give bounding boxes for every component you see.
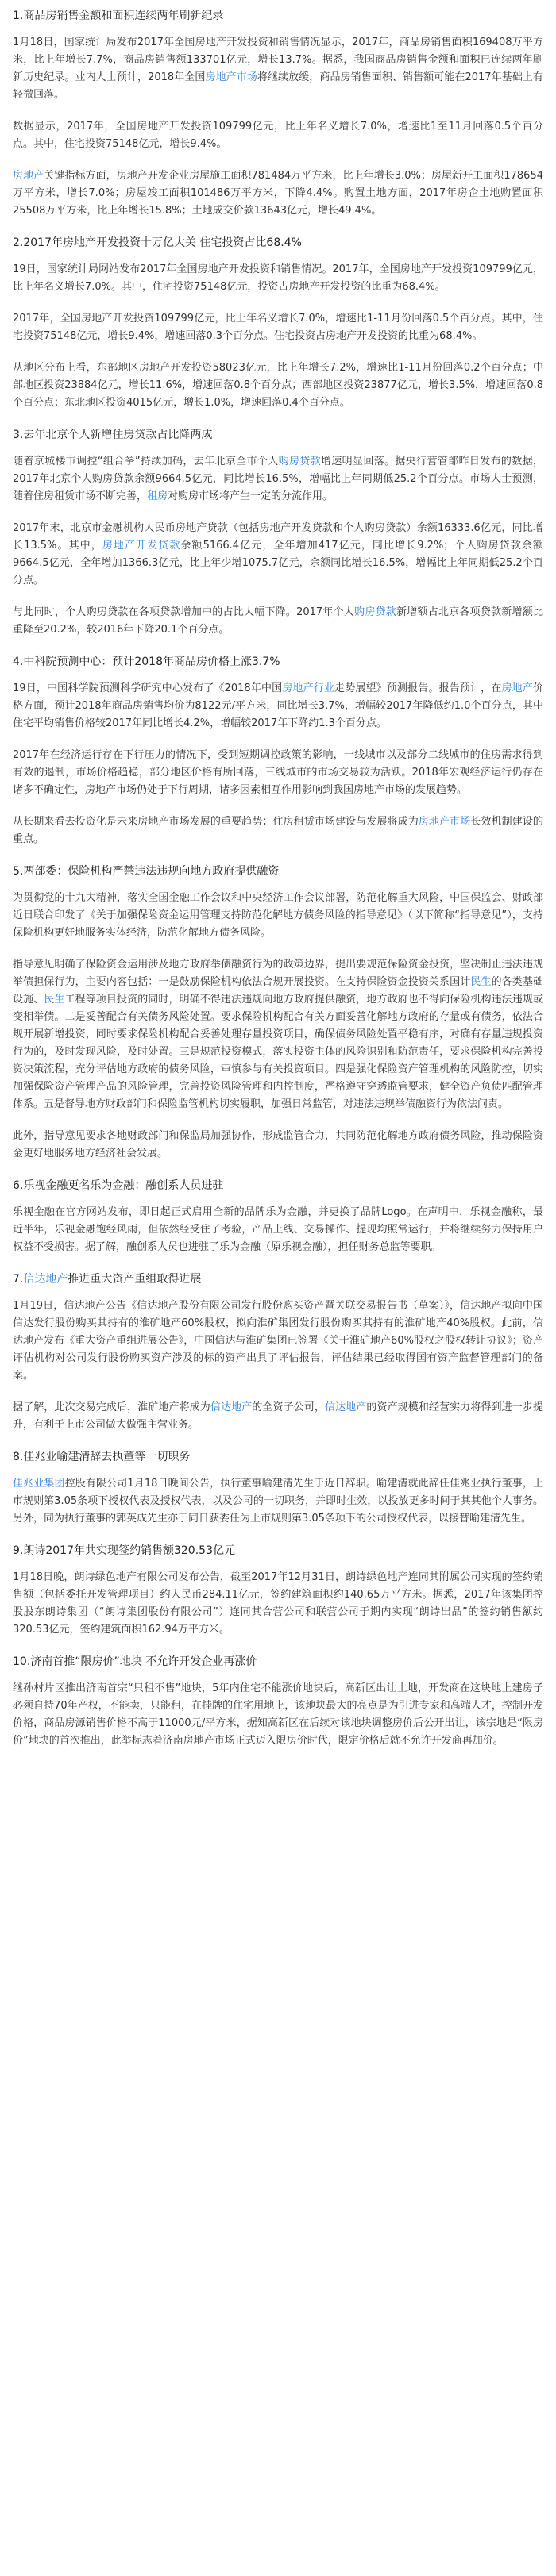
keyword-link[interactable]: 信达地产 <box>324 1401 367 1413</box>
section-title: 9.朗诗2017年共实现签约销售额320.53亿元 <box>13 1544 235 1557</box>
article-paragraph <box>13 680 543 732</box>
section-title-text: 7. <box>13 1273 24 1286</box>
paragraph-text: 1月18日，国家统计局发布2017年全国房地产开发投资和销售情况显示，2017年，商品房销售面积169408万平方米，比上年增长7.7%，商品房销售额133701亿元，增长13.7%。据悉，我国商品房销售金额和面积已连续两年刷新历史纪录。业内人士预计，2018年全国 <box>13 37 543 83</box>
keyword-link[interactable]: 房地产 <box>501 682 533 694</box>
paragraph-text: 价格方面，预计2018年商品房销售均价为8122元/平方米，同比增长3.7%，增幅较2017年降低约1.0个百分点，其中住宅平均销售价格较2017年同比增长4.2%，增幅较2017年下降约1.3个百分点。 <box>13 682 543 729</box>
paragraph-text: 2017年末，北京市金融机构人民币房地产贷款（包括房地产开发贷款和个人购房贷款）余额16333.6亿元，同比增长13.5%。其中， <box>13 522 543 552</box>
article-paragraph <box>13 359 543 412</box>
paragraph-text: 据了解，此次交易完成后，淮矿地产将成为 <box>13 1401 210 1413</box>
paragraph-text: 乐视金融在官方网站发布，即日起正式启用全新的品牌乐为金融，并更换了品牌Logo。在声明中，乐视金融称，最近半年，乐视金融饱经风雨，但依然经受住了考验，产品上线、交易操作、提现均照常运行，并将继续努力保持用户权益不受损害。据了解，融创系人员也进驻了乐为金融（原乐视金融），担任财务总监等要职。 <box>13 1206 543 1253</box>
paragraph-text: 1月18日晚，朗诗绿色地产有限公司发布公告，截至2017年12月31日，朗诗绿色地产连同其附属公司实现的签约销售额（包括委托开发管理项目）约人民币284.11亿元，签约建筑面积约140.65万平方米。据悉，2017年该集团控股股东朗诗集团（“朗诗集团股份有限公司”）连同其合营公司和联营公司于期内实现“朗诗出品”的签约销售额约320.53亿元，签约建筑面积162.94万平方米。 <box>13 1571 543 1636</box>
article-paragraph <box>13 604 543 639</box>
section-title: 3.去年北京个人新增住房贷款占比降两成 <box>13 429 213 441</box>
section-title: 10.济南首推“限房价”地块 不允许开发企业再涨价 <box>13 1655 257 1668</box>
section-title: 2.2017年房地产开发投资十万亿大关 住宅投资占比68.4% <box>13 236 302 249</box>
article-paragraph <box>13 261 543 296</box>
paragraph-text: 走势展望》预测报告。报告预计，在 <box>334 682 502 694</box>
article-paragraph <box>13 1204 543 1256</box>
article-paragraph <box>13 118 543 153</box>
keyword-link[interactable]: 信达地产 <box>210 1401 253 1413</box>
section-title: 6.乐视金融更名乐为金融：融创系人员进驻 <box>13 1179 224 1192</box>
paragraph-text: 19日，国家统计局网站发布2017年全国房地产开发投资和销售情况。2017年，全国房地产开发投资109799亿元，比上年名义增长7.0%。其中，住宅投资75148亿元，投资占房地产开发投资的比重为68.4%。 <box>13 263 543 293</box>
keyword-link[interactable]: 佳兆业集团 <box>13 1478 65 1490</box>
keyword-link[interactable]: 信达地产 <box>23 1273 68 1286</box>
paragraph-text: 数据显示，2017年，全国房地产开发投资109799亿元，比上年名义增长7.0%，增速比1至11月回落0.5个百分点。其中，住宅投资75148亿元，增长9.4%。 <box>13 121 543 150</box>
paragraph-text: 从地区分布上看，东部地区房地产开发投资58023亿元，比上年增长7.2%，增速比1-11月份回落0.2个百分点；中部地区投资23884亿元，增长11.6%，增速回落0.8个百分点；西部地区投资23877亿元，增长3.5%，增速回落0.8个百分点；东北地区投资4015亿元，增长1.0%，增速回落0.4个百分点。 <box>13 362 543 409</box>
article-paragraph <box>13 1569 543 1639</box>
paragraph-text: 19日，中国科学院预测科学研究中心发布了《2018年中国 <box>13 682 283 694</box>
article-paragraph <box>13 453 543 506</box>
paragraph-text: 从长期来看去投资化是未来房地产市场发展的重要趋势；住房租赁市场建设与发展将成为 <box>13 816 419 828</box>
paragraph-text: 1月19日，信达地产公告《信达地产股份有限公司发行股份购买资产暨关联交易报告书（草案）》，信达地产拟向中国信达发行股份购买其持有的淮矿地产60%股权，拟向淮矿集团发行股份购买其持有的淮矿地产40%股权。此前，信达地产发布《重大资产重组进展公告》，中国信达与淮矿集团已签署《关于淮矿地产60%股权之股权转让协议》；资产评估机构对公司发行股份购买资产涉及的标的资产出具了评估报告，评估结果已经取得国有资产监督管理部门的备案。 <box>13 1300 543 1382</box>
paragraph-text: 关键指标方面，房地产开发企业房屋施工面积781484万平方米，比上年增长3.0%；房屋新开工面积178654万平方米，增长7.0%；房屋竣工面积101486万平方米，下降4.4%。购置土地方面，2017年房企土地购置面积25508万平方米，比上年增长15.8%；土地成交价款13643亿元，增长49.4%。 <box>13 170 543 217</box>
keyword-link[interactable]: 房地产市场 <box>418 816 471 828</box>
paragraph-text: 增速明显回落。据央行营管部昨日发布的数据，2017年北京个人购房贷款余额9664.5亿元，同比增长16.5%，增幅比上年同期低25.2个百分点。市场人士预测，随着住房租赁市场不断完善， <box>13 456 543 502</box>
keyword-link[interactable]: 房地产开发贷款 <box>102 540 181 552</box>
article-paragraph <box>13 1298 543 1385</box>
article-paragraph <box>13 890 543 942</box>
keyword-link[interactable]: 民生 <box>44 994 65 1005</box>
paragraph-text: 与此同时，个人购房贷款在各项贷款增加中的占比大幅下降。2017年个人 <box>13 606 355 618</box>
article-paragraph <box>13 310 543 345</box>
article-paragraph <box>13 1399 543 1434</box>
paragraph-text: 工程等项目投资的同时，明确不得违法违规向地方政府提供融资，地方政府也不得向保险机构违法违规或变相举债。二是妥善配合有关债务风险处置。要求保险机构配合有关方面妥善化解地方政府的存量或有债务，依法合规开展新增投资，同时要求保险机构配合妥善处理存量投资项目，确保债务风险处置平稳有序，对确有存量违规投资行为的，及时发现风险，及时处置。三是规范投资模式，落实投资主体的风险识别和防范责任，要求保险机构完善投资决策流程，充分评估地方政府的债务风险，审慎参与有关投资项目。四是强化保险资产管理机构的风险防控，切实加强保险资产管理产品的风险管理，完善投资风险管理和内控制度，严格遵守穿透监管要求，健全资产负债匹配管理体系。五是督导地方财政部门和保险监管机构切实履职，加强日常监管，对违法违规举债融资行为依法问责。 <box>13 994 543 1110</box>
article-paragraph <box>13 520 543 590</box>
section-title: 5.两部委：保险机构严禁违法违规向地方政府提供融资 <box>13 865 280 878</box>
keyword-link[interactable]: 民生 <box>470 976 492 988</box>
article-paragraph <box>13 813 543 848</box>
article-paragraph <box>13 167 543 220</box>
paragraph-text: 长效机制建设的重点。 <box>13 816 543 845</box>
paragraph-text: 将继续放缓，商品房销售面积、销售额可能在2017年基础上有轻微回落。 <box>13 71 543 101</box>
paragraph-text: 此外，指导意见要求各地财政部门和保监局加强协作，形成监管合力，共同防范化解地方政府债务风险，推动保险资金更好地服务地方经济社会发展。 <box>13 1130 543 1159</box>
article-paragraph <box>13 956 543 1113</box>
section-title-text: 推进重大资产重组取得进展 <box>68 1273 202 1286</box>
paragraph-text: 的资产规模和经营实力将得到进一步提升，有利于上市公司做大做强主营业务。 <box>13 1401 543 1431</box>
paragraph-text: 控股有限公司1月18日晚间公告，执行董事喻建清先生于近日辞职。喻建清就此辞任佳兆业执行董事，上市规则第3.05条项下授权代表及授权代表，以及公司的一切职务，并即时生效，以投放更多时间于其其他个人事务。另外，同为执行董事的郭英成先生亦于同日获委任为上市规则第3.05条项下的公司授权代表，以接替喻建清先生。 <box>13 1478 543 1524</box>
paragraph-text: 为贯彻党的十九大精神，落实全国金融工作会议和中央经济工作会议部署，防范化解重大风险，中国保监会、财政部近日联合印发了《关于加强保险资金运用管理支持防范化解地方债务风险的指导意见》（以下简称“指导意见”），支持保险机构更好地服务实体经济，防范化解地方债务风险。 <box>13 892 543 939</box>
keyword-link[interactable]: 租房 <box>147 490 168 502</box>
section-title <box>13 1271 543 1288</box>
paragraph-text: 随着京城楼市调控“组合拳”持续加码，去年北京全市个人 <box>13 456 279 467</box>
section-title: 4.中科院预测中心：预计2018年商品房价格上涨3.7% <box>13 656 280 668</box>
paragraph-text: 新增额占北京各项贷款新增额比重降至20.2%，较2016年下降20.1个百分点。 <box>13 606 543 636</box>
keyword-link[interactable]: 房地产 <box>13 170 44 182</box>
article-paragraph <box>13 1475 543 1528</box>
keyword-link[interactable]: 房地产市场 <box>205 71 257 83</box>
article-paragraph <box>13 34 543 104</box>
paragraph-text: 指导意见明确了保险资金运用涉及地方政府举债融资行为的政策边界，提出要规范保险资金投资，坚决制止违法违规举债担保行为，主要内容包括：一是鼓励保险机构依法合规开展投资。在支持保险资金投资关系国计 <box>13 959 543 988</box>
article-paragraph <box>13 1128 543 1163</box>
paragraph-text: 余额5166.4亿元，全年增加417亿元，同比增长9.2%；个人购房贷款余额9664.5亿元，全年增加1366.3亿元，比上年少增1075.7亿元，余额同比增长16.5%，增幅比上年同期低25.2个百分点。 <box>13 540 543 586</box>
paragraph-text: 2017年，全国房地产开发投资109799亿元，比上年名义增长7.0%，增速比1-11月份回落0.5个百分点。其中，住宅投资75148亿元，增长9.4%，增速回落0.3个百分点。住宅投资占房地产开发投资的比重为68.4%。 <box>13 313 543 342</box>
article-paragraph <box>13 747 543 799</box>
section-title: 1.商品房销售金额和面积连续两年刷新纪录 <box>13 10 224 22</box>
paragraph-text: 的全资子公司， <box>252 1401 325 1413</box>
paragraph-text: 对购房市场将产生一定的分流作用。 <box>168 490 334 502</box>
paragraph-text: 2017年在经济运行存在下行压力的情况下，受到短期调控政策的影响，一线城市以及部分二线城市的住房需求得到有效的遏制，市场价格趋稳，部分地区价格有所回落，三线城市的市场交易较为活跃。2018年宏观经济运行仍存在诸多不确定性，房地产市场仍处于下行周期，诸多因素相互作用影响到我国房地产市场的发展趋势。 <box>13 749 543 796</box>
paragraph-text: 继孙村片区推出济南首宗“只租不售”地块，5年内住宅不能涨价地块后，高新区出让土地，开发商在这块地上建房子必须自持70年产权，不能卖，只能租，在挂牌的住宅用地上，该地块最大的亮点是为引进专家和高端人才，控制开发价格，商品房源销售价格不高于11000元/平方米，据知高新区在后续对该地块调整房价后公开出让，该宗地是“限房价”地块的首次推出，此举标志着济南房地产市场正式迈入限房价时代，限定价格后就不允许开发商再加价。 <box>13 1682 543 1747</box>
article-paragraph <box>13 1680 543 1750</box>
keyword-link[interactable]: 房地产行业 <box>282 682 335 694</box>
keyword-link[interactable]: 购房贷款 <box>278 456 321 467</box>
section-title: 8.佳兆业喻建清辞去执董等一切职务 <box>13 1451 191 1463</box>
paragraph-text: 的各类基础设施、 <box>13 976 543 1005</box>
keyword-link[interactable]: 购房贷款 <box>354 606 397 618</box>
